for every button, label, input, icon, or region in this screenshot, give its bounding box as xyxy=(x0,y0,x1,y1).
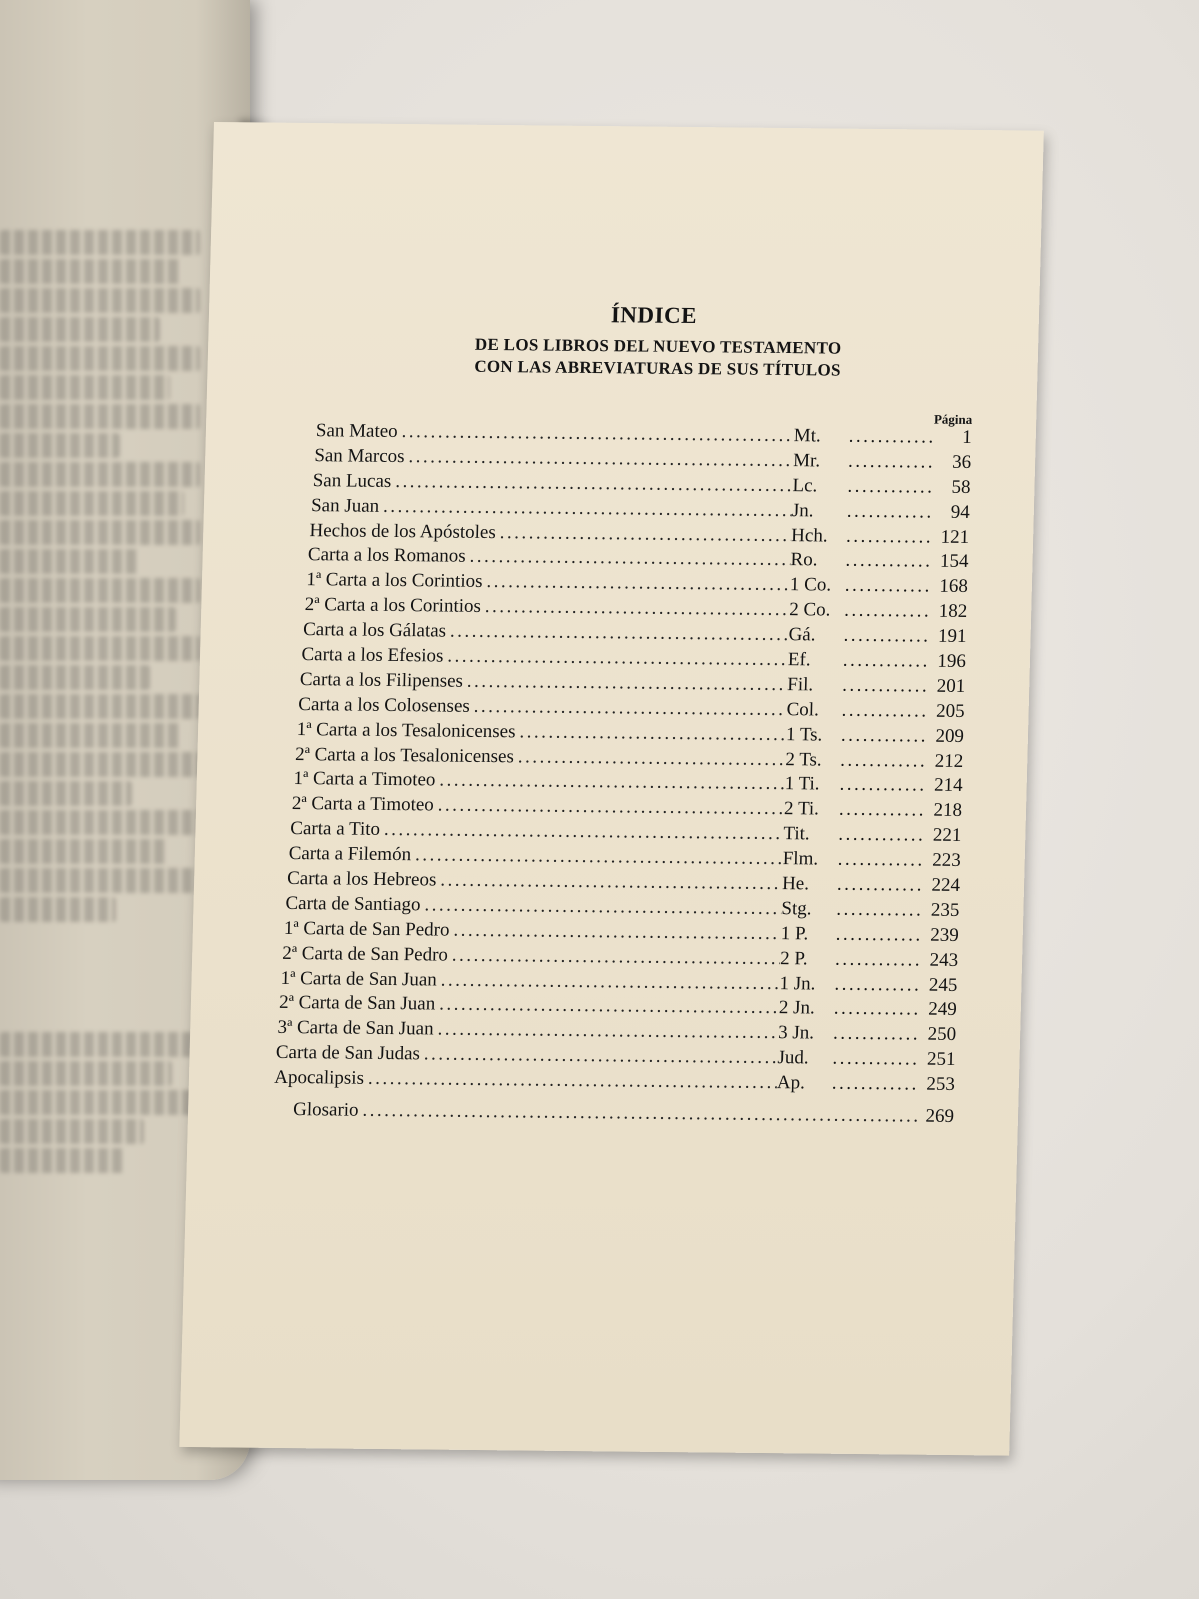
dot-leader xyxy=(845,425,936,450)
book-abbreviation: 3 Jn. xyxy=(777,1022,815,1044)
page-number: 221 xyxy=(932,824,962,847)
page-number: 1 xyxy=(962,426,973,449)
book-abbreviation: Flm. xyxy=(782,848,819,870)
dot-leader xyxy=(435,993,779,1021)
dot-leader xyxy=(379,494,792,522)
dot-leader xyxy=(482,570,790,597)
book-name: Carta a los Efesios xyxy=(301,644,444,667)
page-number: 154 xyxy=(939,551,969,573)
book-abbreviation: Gá. xyxy=(788,624,816,646)
book-abbreviation: Stg. xyxy=(781,898,812,920)
glossary-entry xyxy=(293,1098,955,1130)
dot-leader xyxy=(840,649,931,674)
book-name: Carta a los Romanos xyxy=(307,544,466,568)
dot-leader xyxy=(463,670,788,697)
dot-leader xyxy=(380,818,784,846)
book-abbreviation: 1 Ti. xyxy=(784,773,820,795)
book-name: San Marcos xyxy=(314,445,405,467)
dot-leader xyxy=(469,695,786,722)
dot-leader xyxy=(845,450,936,475)
book-name: 1ª Carta de San Juan xyxy=(280,967,438,991)
book-abbreviation: 1 Jn. xyxy=(779,972,816,995)
book-name: 2ª Carta de San Pedro xyxy=(282,942,449,966)
dot-leader xyxy=(411,843,783,871)
book-abbreviation: Fil. xyxy=(787,674,814,696)
book-name: 1ª Carta a los Corintios xyxy=(306,569,483,593)
book-abbreviation: Col. xyxy=(786,698,820,721)
dot-leader xyxy=(844,499,935,524)
dot-leader xyxy=(833,898,924,923)
page-number: 250 xyxy=(927,1024,957,1046)
book-abbreviation: Tit. xyxy=(783,823,810,845)
page-number: 212 xyxy=(934,750,964,772)
book-abbreviation: 1 P. xyxy=(780,922,809,945)
dot-leader xyxy=(514,745,786,772)
dot-leader xyxy=(830,1022,921,1047)
page-number: 182 xyxy=(938,600,968,623)
dot-leader xyxy=(832,922,923,947)
dot-leader xyxy=(420,893,782,921)
page-number: 214 xyxy=(933,775,963,797)
dot-leader xyxy=(358,1099,918,1129)
dot-leader xyxy=(420,1043,778,1071)
book-name: 3ª Carta de San Juan xyxy=(277,1017,434,1040)
dot-leader xyxy=(844,474,935,499)
book-abbreviation: Ef. xyxy=(787,649,811,671)
dot-leader xyxy=(832,947,923,972)
page-number: 36 xyxy=(951,451,972,473)
dot-leader xyxy=(835,823,926,848)
book-abbreviation: 2 Ti. xyxy=(783,798,820,820)
book-name: San Mateo xyxy=(315,420,398,442)
book-abbreviation: 2 Jn. xyxy=(778,997,816,1019)
page-number: 201 xyxy=(936,675,966,697)
page-number: 196 xyxy=(937,650,967,673)
book-abbreviation: 1 Co. xyxy=(789,574,832,596)
page-column-label: Página xyxy=(933,411,973,428)
dot-leader xyxy=(449,918,781,945)
page-number: 218 xyxy=(933,800,963,822)
book-abbreviation: Ro. xyxy=(790,549,818,571)
page-number: 94 xyxy=(950,501,971,523)
dot-leader xyxy=(446,620,789,648)
book-abbreviation: He. xyxy=(781,873,810,895)
dot-leader xyxy=(829,1047,920,1072)
book-name: 2ª Carta a los Tesalonicenses xyxy=(294,743,515,767)
page-number: 249 xyxy=(928,999,958,1021)
dot-leader xyxy=(837,748,928,773)
show-through-text xyxy=(530,205,762,277)
table-of-contents xyxy=(274,419,973,1098)
glossary-name: Glosario xyxy=(292,1099,359,1121)
page-number: 223 xyxy=(931,849,961,872)
book-name: Carta a Filemón xyxy=(288,843,412,866)
dot-leader xyxy=(433,794,784,822)
book-name: Hechos de los Apóstoles xyxy=(309,519,497,543)
book-name: 1ª Carta a los Tesalonicenses xyxy=(296,718,516,742)
dot-leader xyxy=(842,574,933,599)
dot-leader xyxy=(435,769,785,797)
book-name: 2ª Carta a los Corintios xyxy=(304,594,482,618)
dot-leader xyxy=(838,723,929,748)
book-abbreviation: 2 P. xyxy=(779,947,808,970)
book-abbreviation: 2 Ts. xyxy=(785,748,822,771)
book-name: San Juan xyxy=(310,494,380,517)
dot-leader xyxy=(839,674,930,699)
dot-leader xyxy=(436,968,779,996)
dot-leader xyxy=(842,549,933,574)
book-name: 2ª Carta de San Juan xyxy=(278,992,436,1015)
page-number: 239 xyxy=(929,924,960,946)
dot-leader xyxy=(495,521,791,548)
dot-leader xyxy=(831,972,922,997)
book-name: Carta de San Judas xyxy=(275,1042,421,1065)
dot-leader xyxy=(465,545,791,572)
dot-leader xyxy=(443,645,788,673)
book-abbreviation: 2 Co. xyxy=(788,599,831,621)
dot-leader xyxy=(830,997,921,1022)
dot-leader xyxy=(433,1018,778,1046)
book-name: Carta de Santiago xyxy=(285,892,421,916)
page-number: 191 xyxy=(937,625,967,648)
dot-leader xyxy=(448,943,781,970)
dot-leader xyxy=(843,524,934,549)
dot-leader xyxy=(397,420,794,448)
book-abbreviation: Lc. xyxy=(792,474,818,497)
opposite-page-text-blur xyxy=(0,230,200,1177)
book-name: 2ª Carta a Timoteo xyxy=(291,793,435,816)
book-name: 1ª Carta a Timoteo xyxy=(293,768,436,791)
dot-leader xyxy=(404,445,793,473)
book-name: Apocalipsis xyxy=(274,1066,365,1089)
page-number: 224 xyxy=(931,874,961,897)
book-name: Carta a los Hebreos xyxy=(286,867,437,891)
dot-leader xyxy=(834,873,925,898)
page-number: 245 xyxy=(928,974,958,996)
book-name: Carta a los Gálatas xyxy=(302,619,447,642)
book-abbreviation: Mt. xyxy=(793,425,822,447)
dot-leader xyxy=(841,599,932,624)
page-number: 235 xyxy=(930,899,960,921)
page-subtitle-line-1: DE LOS LIBROS DEL NUEVO TESTAMENTO xyxy=(474,334,842,358)
page-number: 168 xyxy=(939,576,969,598)
dot-leader xyxy=(834,848,925,873)
dot-leader xyxy=(515,720,786,747)
book-name: 1ª Carta de San Pedro xyxy=(283,917,450,941)
book-abbreviation: 1 Ts. xyxy=(785,723,823,746)
glossary-page: 269 xyxy=(925,1105,955,1127)
page-number: 251 xyxy=(926,1048,956,1071)
dot-leader xyxy=(481,595,790,622)
page-number: 58 xyxy=(951,476,971,498)
dot-leader xyxy=(840,624,931,649)
book-name: San Lucas xyxy=(312,469,392,492)
dot-leader xyxy=(829,1072,920,1097)
book-abbreviation: Ap. xyxy=(776,1072,806,1094)
page-title: ÍNDICE xyxy=(610,302,698,329)
index-page xyxy=(179,122,1044,1456)
dot-leader xyxy=(836,773,927,798)
page-number: 205 xyxy=(935,700,965,722)
dot-leader xyxy=(838,698,929,723)
page-number: 209 xyxy=(935,725,965,747)
page-number: 121 xyxy=(940,526,970,548)
book-abbreviation: Jn. xyxy=(791,499,814,522)
book-name: Carta a Tito xyxy=(290,818,381,841)
dot-leader xyxy=(836,798,927,823)
page-number: 253 xyxy=(926,1073,956,1096)
dot-leader xyxy=(436,869,782,897)
page-subtitle-line-2: CON LAS ABREVIATURAS DE SUS TÍTULOS xyxy=(474,356,842,380)
dot-leader xyxy=(364,1067,778,1095)
book-name: Carta a los Filipenses xyxy=(299,668,464,692)
book-name: Carta a los Colosenses xyxy=(298,693,471,717)
book-abbreviation: Hch. xyxy=(790,524,828,547)
dot-leader xyxy=(391,470,793,498)
book-abbreviation: Mr. xyxy=(792,450,821,472)
page-number: 243 xyxy=(929,949,959,971)
book-abbreviation: Jud. xyxy=(777,1047,809,1069)
